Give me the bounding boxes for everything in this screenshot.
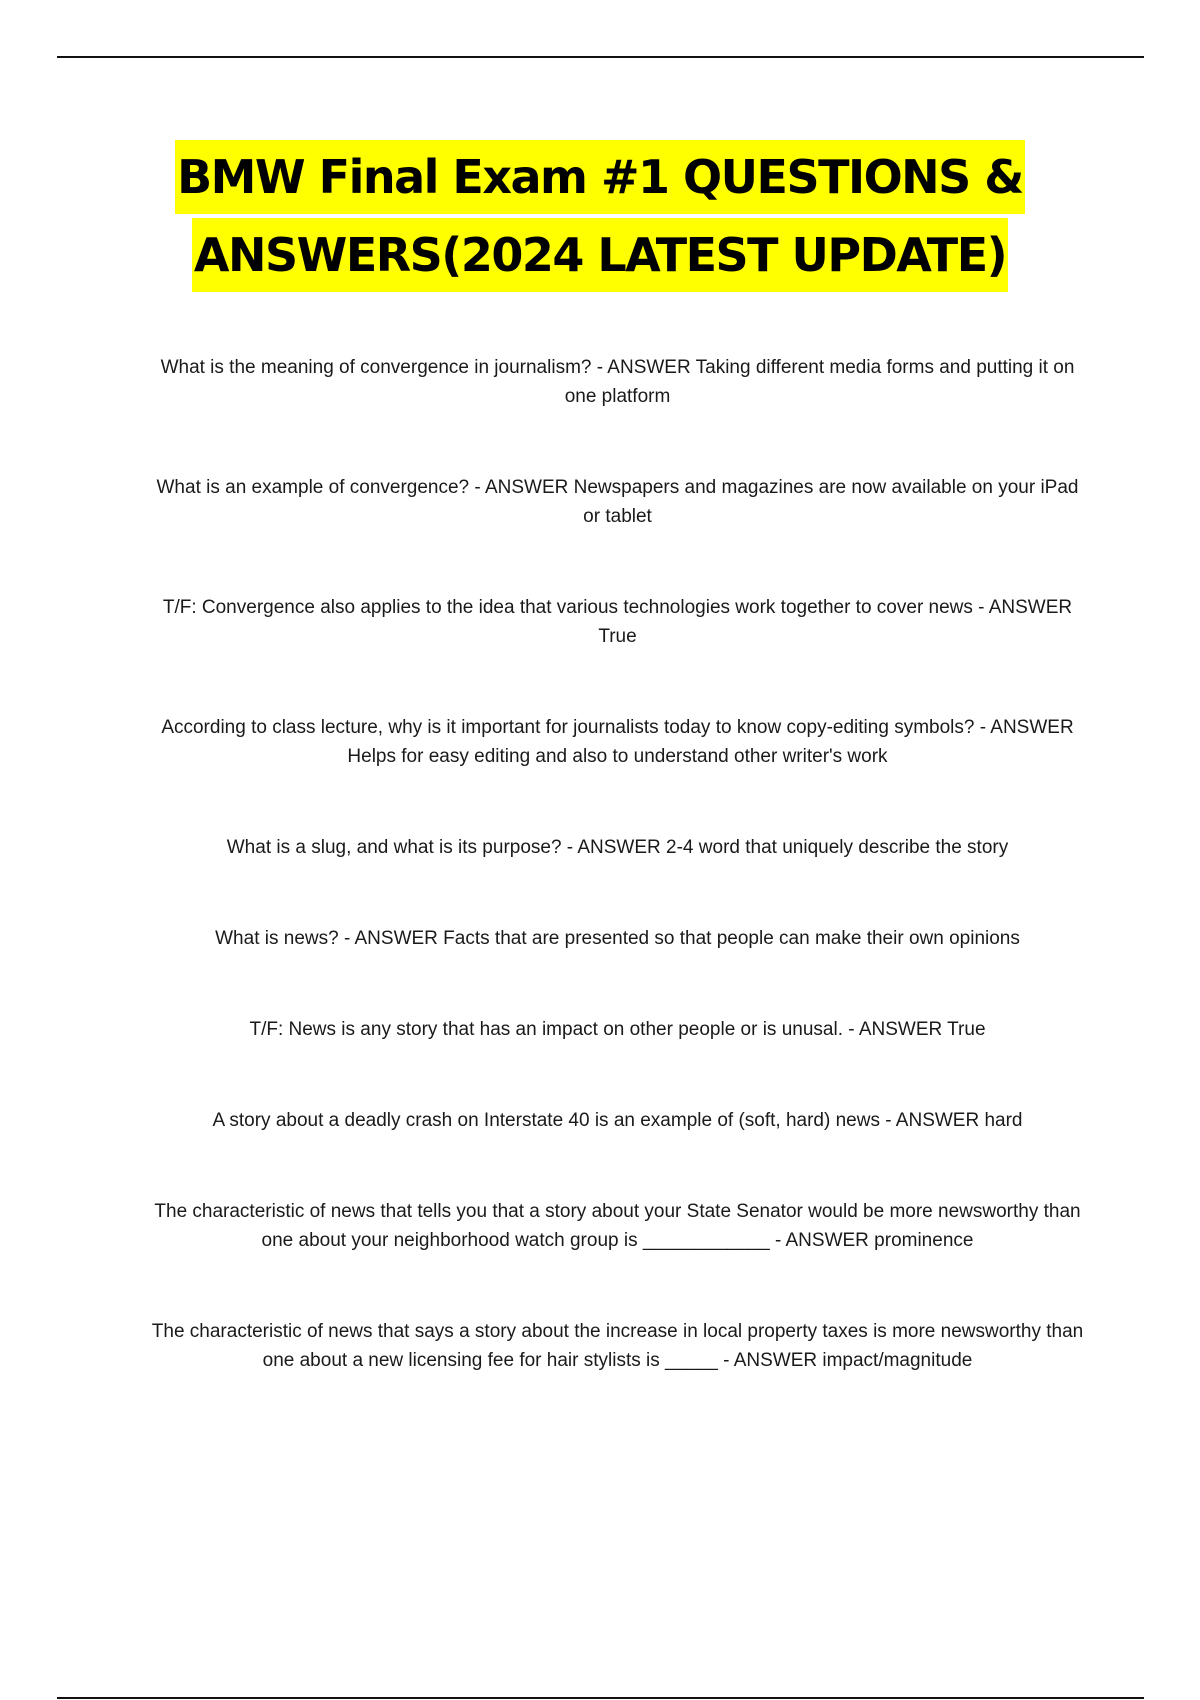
- title-line-1: BMW Final Exam #1 QUESTIONS &: [175, 140, 1025, 214]
- qa-item: What is an example of convergence? - ANSWER Newspapers and magazines are now available on your iPad or tablet: [156, 477, 1079, 527]
- qa-item: According to class lecture, why is it important for journalists today to know copy-editing symbols? - ANSWER Helps for easy editing and also to understand other writer's work: [161, 717, 1074, 767]
- document-title: [100, 140, 1100, 292]
- qa-item: What is a slug, and what is its purpose? - ANSWER 2-4 word that uniquely describe the story: [226, 837, 1009, 858]
- qa-item: What is the meaning of convergence in journalism? - ANSWER Taking different media forms and putting it on one platform: [160, 357, 1075, 407]
- qa-item: The characteristic of news that says a story about the increase in local property taxes is more newsworthy than one about a new licensing fee for hair stylists is _____ - ANSWER impact/magnitude: [151, 1321, 1084, 1371]
- qa-item: What is news? - ANSWER Facts that are presented so that people can make their own opinions: [215, 928, 1020, 949]
- qa-item: A story about a deadly crash on Interstate 40 is an example of (soft, hard) news - ANSWER hard: [212, 1110, 1023, 1131]
- qa-list: [150, 353, 1085, 1437]
- bottom-rule: [57, 1697, 1144, 1699]
- qa-item: T/F: Convergence also applies to the idea that various technologies work together to cover news - ANSWER True: [162, 597, 1073, 647]
- title-line-2: ANSWERS(2024 LATEST UPDATE): [192, 218, 1008, 292]
- qa-item: The characteristic of news that tells you that a story about your State Senator would be more newsworthy than one about your neighborhood watch group is ____________ - ANSWER prominence: [154, 1201, 1081, 1251]
- qa-item: T/F: News is any story that has an impact on other people or is unusal. - ANSWER True: [249, 1019, 986, 1040]
- top-rule: [57, 56, 1144, 58]
